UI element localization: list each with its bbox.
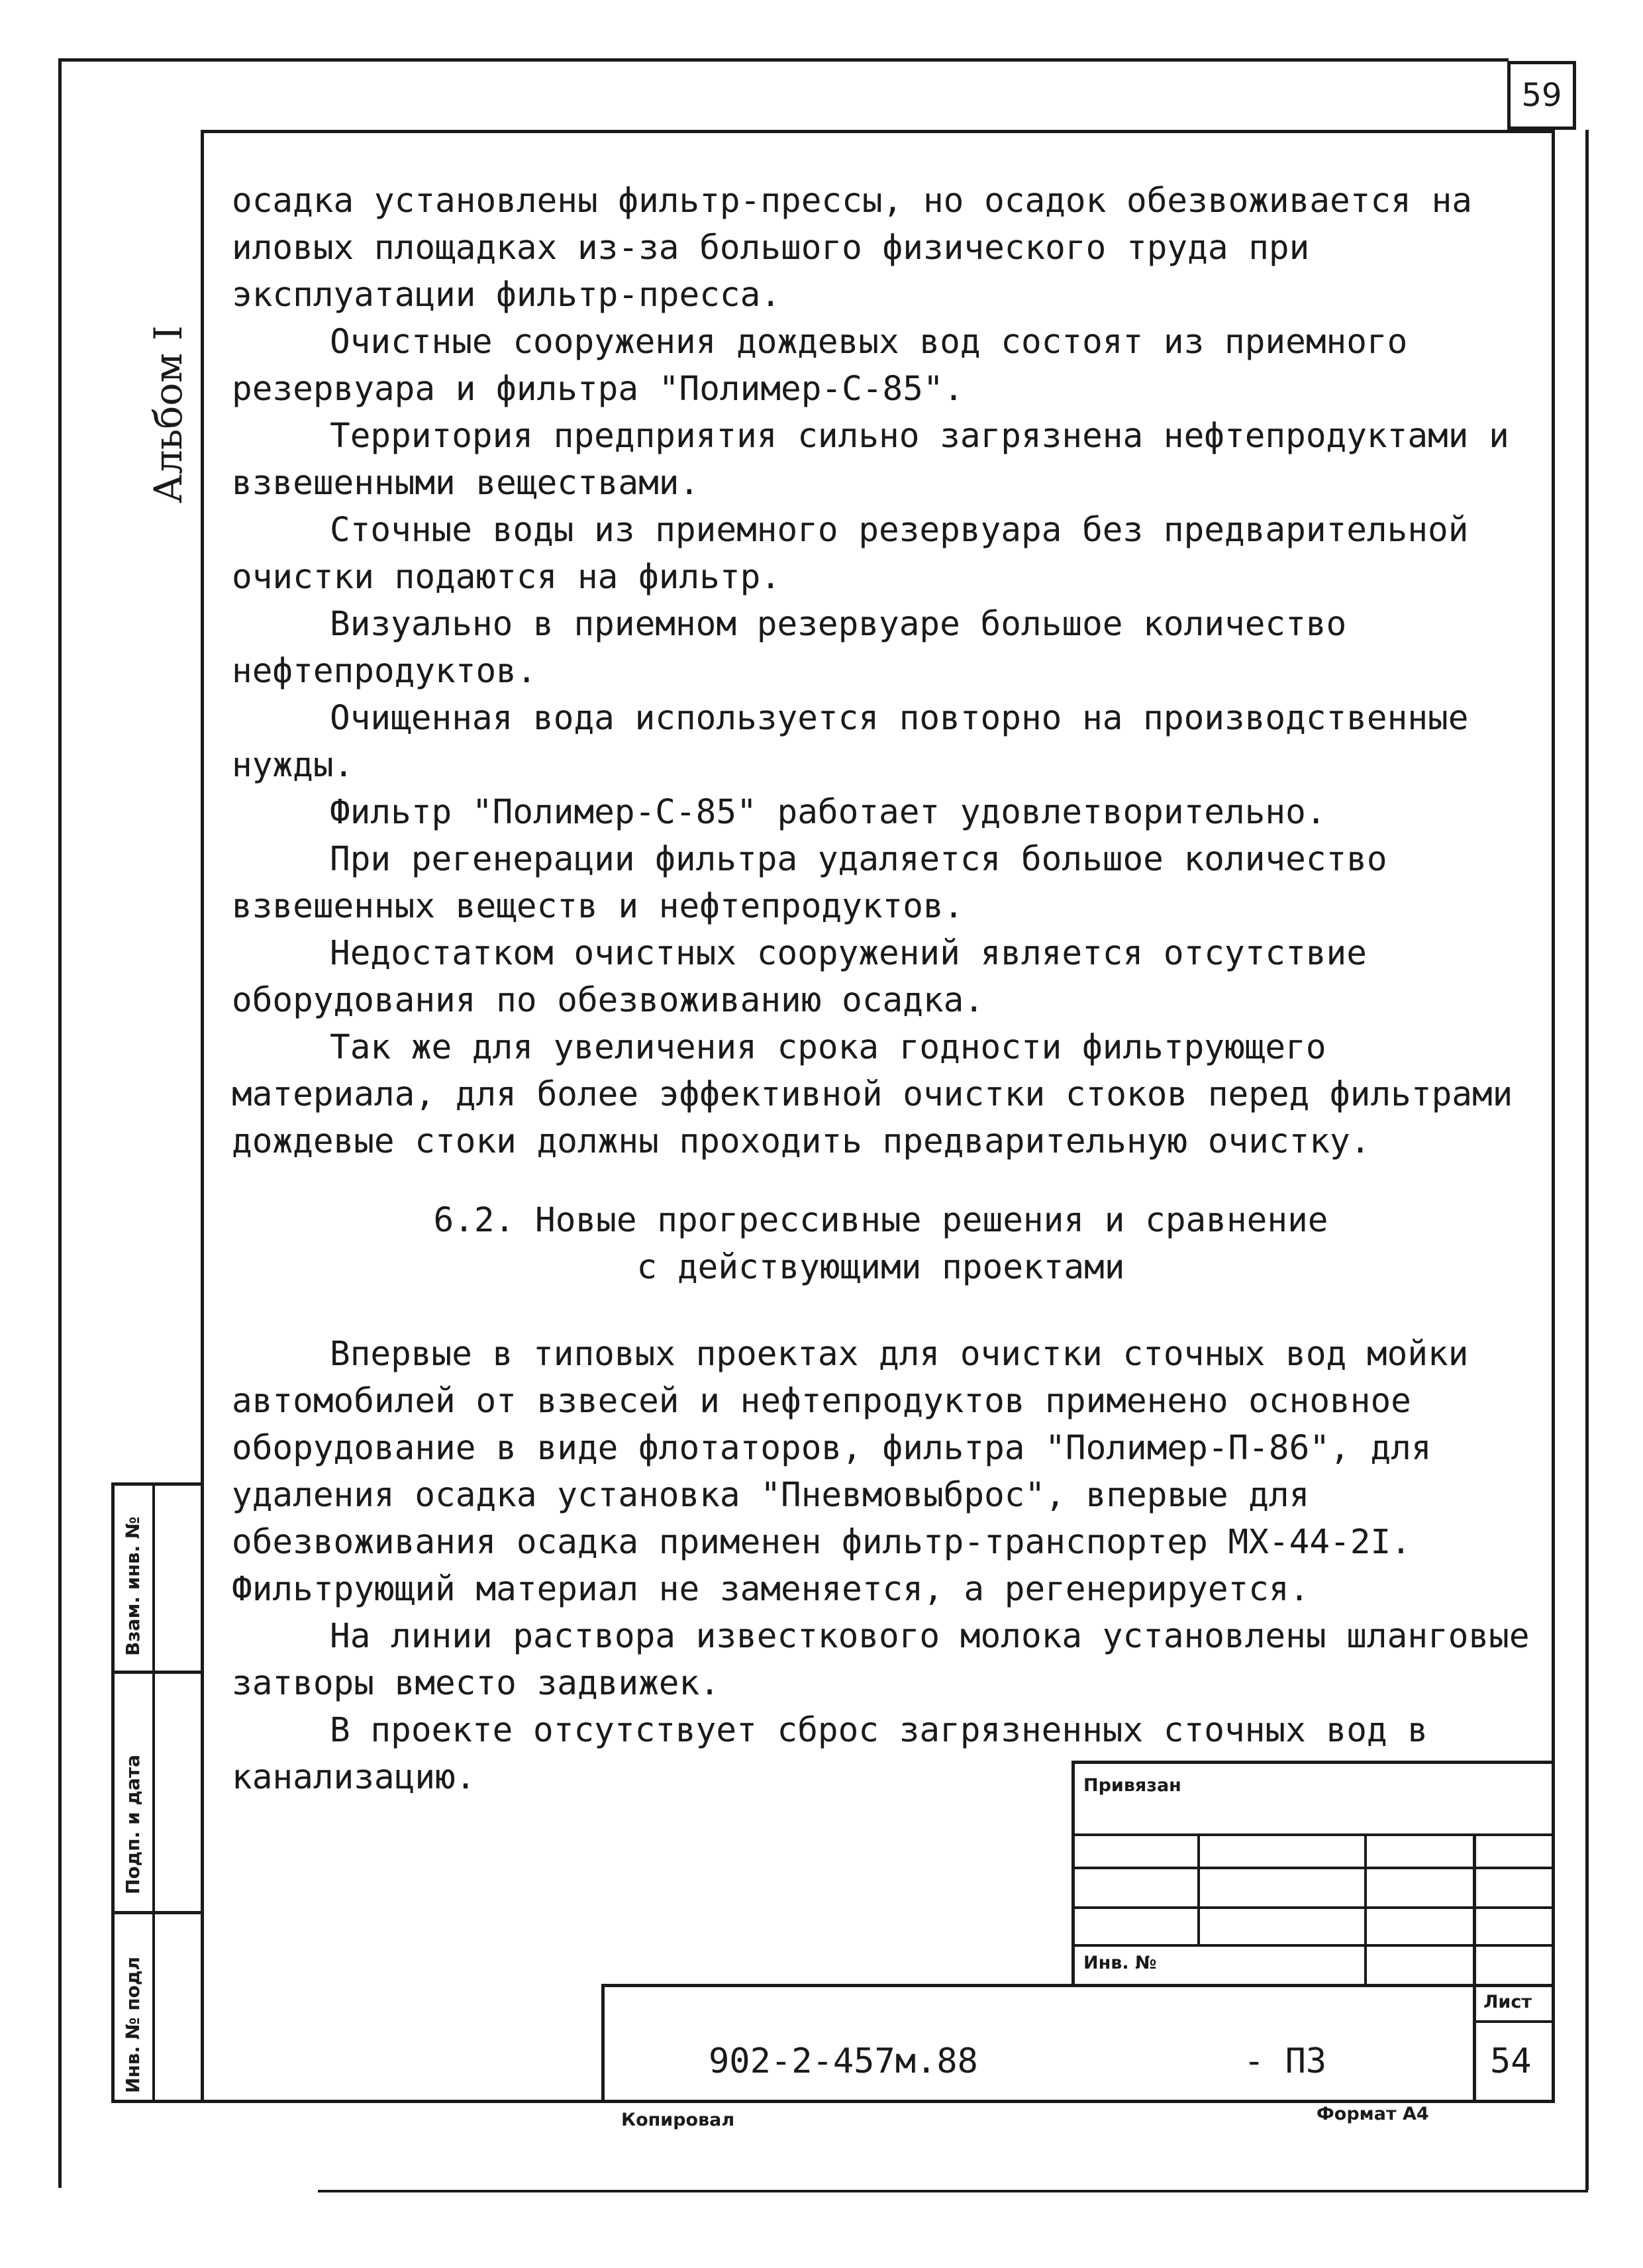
title-block-frame <box>1473 2020 1555 2023</box>
page-number: 59 <box>1507 61 1576 130</box>
paragraph: При регенерации фильтра удаляется большое количество взвешенных веществ и нефтепродуктов. <box>232 840 1387 926</box>
footer-copied: Копировал <box>621 2110 735 2130</box>
paragraph: Недостатком очистных сооружений является отсутствие оборудования по обезвоживанию осадка. <box>232 934 1367 1020</box>
paragraph: Впервые в типовых проектах для очистки сточных вод мойки автомобилей от взвесей и нефтепродуктов применено основное оборудование в виде флотаторов, фильтра "Полимер-П-86", для удаления осадка установка "Пневмовыброс", впервые для обезвоживания осадка применен фильтр-транспортер МХ-44-2I. Фильтрующий материал не заменяется, а регенерируется. <box>232 1335 1469 1609</box>
sheet-number: 54 <box>1490 2041 1532 2081</box>
footer-format: Формат А4 <box>1317 2104 1429 2124</box>
section-heading-line2: с действующими проектами <box>636 1248 1125 1287</box>
paragraph: Фильтр "Полимер-С-85" работает удовлетворительно. <box>330 793 1326 832</box>
outer-frame-top <box>58 58 1509 62</box>
outer-frame-left <box>58 58 62 2188</box>
outer-frame-right <box>1585 130 1589 2190</box>
paragraph: осадка установлены фильтр-прессы, но осадок обезвоживается на иловых площадках из-за большого физического труда при эксплуатации фильтр-пресса. <box>232 181 1472 315</box>
document-suffix: - ПЗ <box>1244 2041 1327 2081</box>
inner-frame-bottom <box>111 2100 1555 2103</box>
side-stamp-frame <box>111 1911 203 1914</box>
stamp-vzam-inv: Взам. инв. № <box>122 1516 144 1656</box>
title-block-frame <box>1071 1944 1555 1947</box>
title-block-frame <box>1071 1833 1555 1836</box>
section-heading-line1: 6.2. Новые прогрессивные решения и сравнение <box>433 1201 1328 1240</box>
paragraph: Так же для увеличения срока годности фильтрующего материала, для более эффективной очистки стоков перед фильтрами дождевые стоки должны проходить предварительную очистку. <box>232 1028 1513 1161</box>
title-block-frame <box>601 1984 1555 1987</box>
body-text <box>232 178 1530 1801</box>
privyazan-label: Привязан <box>1083 1775 1181 1796</box>
stamp-inv-podl: Инв. № подл <box>122 1956 144 2093</box>
title-block-frame <box>1364 1833 1367 1986</box>
side-stamp-frame <box>111 1482 115 2103</box>
inner-frame-right <box>1552 130 1555 2102</box>
inner-frame-top <box>201 130 1555 133</box>
title-block-frame <box>1071 1906 1555 1909</box>
title-block-frame <box>1071 1761 1555 1764</box>
title-block-frame <box>1071 1761 1075 1986</box>
outer-frame-bottom <box>318 2190 1588 2192</box>
inner-frame-left <box>201 130 204 2102</box>
paragraph: Территория предприятия сильно загрязнена нефтепродуктами и взвешенными веществами. <box>232 417 1509 503</box>
title-block-frame <box>1197 1833 1200 1946</box>
side-stamp-frame <box>111 1482 203 1486</box>
paragraph: Сточные воды из приемного резервуара без предварительной очистки подаются на фильтр. <box>232 511 1469 597</box>
paragraph: Визуально в приемном резервуаре большое количество нефтепродуктов. <box>232 605 1347 691</box>
paragraph: Очищенная вода используется повторно на производственные нужды. <box>232 699 1469 785</box>
paragraph: В проекте отсутствует сброс загрязненных сточных вод в канализацию. <box>232 1711 1428 1797</box>
stamp-podp-data: Подп. и дата <box>122 1754 144 1894</box>
side-stamp-frame <box>152 1482 155 2103</box>
title-block-frame <box>601 1984 605 2103</box>
inv-no-label: Инв. № <box>1083 1953 1157 1973</box>
section-heading <box>232 1197 1530 1291</box>
title-block-frame <box>1071 1867 1555 1869</box>
paragraph: Очистные сооружения дождевых вод состоят из приемного резервуара и фильтра "Полимер-С-85". <box>232 323 1408 409</box>
paragraph: На линии раствора известкового молока установлены шланговые затворы вместо задвижек. <box>232 1617 1530 1703</box>
list-label: Лист <box>1483 1992 1532 2012</box>
document-code: 902-2-457м.88 <box>709 2041 978 2081</box>
album-label: Альбом I <box>146 325 191 503</box>
side-stamp-frame <box>111 1671 203 1674</box>
title-block-frame <box>1473 1833 1476 2103</box>
